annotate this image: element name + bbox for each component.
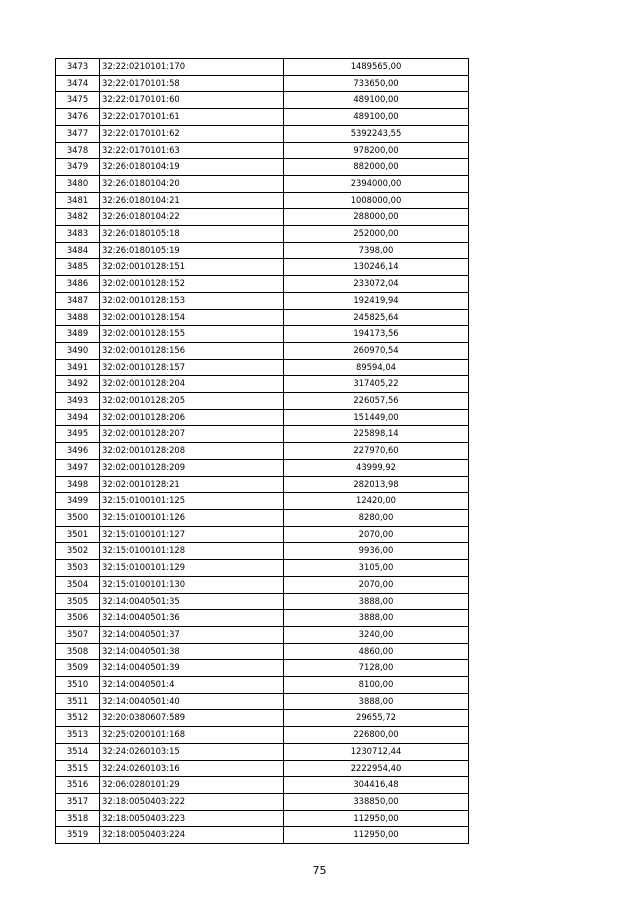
value-cell: 151449,00 [284, 409, 469, 426]
value-cell: 2070,00 [284, 526, 469, 543]
row-number-cell: 3497 [56, 459, 100, 476]
table-row [56, 593, 469, 610]
row-number-cell: 3511 [56, 693, 100, 710]
row-number-cell: 3488 [56, 309, 100, 326]
table-row [56, 777, 469, 794]
cadastral-number-cell: 32:15:0100101:128 [100, 543, 284, 560]
value-cell: 7128,00 [284, 660, 469, 677]
value-cell: 1230712,44 [284, 743, 469, 760]
table-row [56, 59, 469, 76]
value-cell: 29655,72 [284, 710, 469, 727]
cadastral-number-cell: 32:26:0180105:18 [100, 226, 284, 243]
row-number-cell: 3490 [56, 342, 100, 359]
cadastral-number-cell: 32:26:0180104:21 [100, 192, 284, 209]
value-cell: 1489565,00 [284, 59, 469, 76]
page-number: 75 [312, 864, 327, 877]
row-number-cell: 3476 [56, 109, 100, 126]
cadastral-number-cell: 32:02:0010128:207 [100, 426, 284, 443]
table-row [56, 560, 469, 577]
value-cell: 194173,56 [284, 326, 469, 343]
value-cell: 89594,04 [284, 359, 469, 376]
value-cell: 489100,00 [284, 109, 469, 126]
value-cell: 3240,00 [284, 626, 469, 643]
value-cell: 7398,00 [284, 242, 469, 259]
value-cell: 282013,98 [284, 476, 469, 493]
cadastral-number-cell: 32:24:0260103:16 [100, 760, 284, 777]
table-row [56, 209, 469, 226]
value-cell: 226057,56 [284, 393, 469, 410]
cadastral-number-cell: 32:02:0010128:21 [100, 476, 284, 493]
table-row [56, 242, 469, 259]
table-row [56, 793, 469, 810]
value-cell: 4860,00 [284, 643, 469, 660]
cadastral-number-cell: 32:25:0200101:168 [100, 727, 284, 744]
value-cell: 3888,00 [284, 610, 469, 627]
cadastral-number-cell: 32:14:0040501:38 [100, 643, 284, 660]
value-cell: 304416,48 [284, 777, 469, 794]
cadastral-number-cell: 32:22:0170101:61 [100, 109, 284, 126]
cadastral-number-cell: 32:02:0010128:154 [100, 309, 284, 326]
row-number-cell: 3491 [56, 359, 100, 376]
table-row [56, 693, 469, 710]
cadastral-number-cell: 32:06:0280101:29 [100, 777, 284, 794]
table-row [56, 476, 469, 493]
row-number-cell: 3485 [56, 259, 100, 276]
cadastral-number-cell: 32:02:0010128:209 [100, 459, 284, 476]
table-row [56, 576, 469, 593]
value-cell: 2394000,00 [284, 175, 469, 192]
cadastral-number-cell: 32:18:0050403:224 [100, 827, 284, 844]
table-row [56, 192, 469, 209]
row-number-cell: 3477 [56, 125, 100, 142]
table-row [56, 626, 469, 643]
cadastral-number-cell: 32:26:0180105:19 [100, 242, 284, 259]
cadastral-number-cell: 32:15:0100101:130 [100, 576, 284, 593]
value-cell: 112950,00 [284, 827, 469, 844]
row-number-cell: 3510 [56, 677, 100, 694]
row-number-cell: 3506 [56, 610, 100, 627]
cadastral-number-cell: 32:14:0040501:37 [100, 626, 284, 643]
table-row [56, 443, 469, 460]
cadastral-number-cell: 32:22:0170101:62 [100, 125, 284, 142]
value-cell: 43999,92 [284, 459, 469, 476]
table-row [56, 727, 469, 744]
value-cell: 978200,00 [284, 142, 469, 159]
cadastral-number-cell: 32:02:0010128:208 [100, 443, 284, 460]
row-number-cell: 3486 [56, 276, 100, 293]
value-cell: 227970,60 [284, 443, 469, 460]
cadastral-number-cell: 32:02:0010128:206 [100, 409, 284, 426]
cadastral-number-cell: 32:18:0050403:222 [100, 793, 284, 810]
cadastral-number-cell: 32:14:0040501:40 [100, 693, 284, 710]
row-number-cell: 3519 [56, 827, 100, 844]
cadastral-number-cell: 32:22:0210101:170 [100, 59, 284, 76]
table-row [56, 493, 469, 510]
cadastral-number-cell: 32:20:0380607:589 [100, 710, 284, 727]
table-row [56, 459, 469, 476]
row-number-cell: 3483 [56, 226, 100, 243]
value-cell: 1008000,00 [284, 192, 469, 209]
table-row [56, 75, 469, 92]
value-cell: 317405,22 [284, 376, 469, 393]
cadastral-number-cell: 32:14:0040501:35 [100, 593, 284, 610]
table-row [56, 292, 469, 309]
row-number-cell: 3509 [56, 660, 100, 677]
cadastral-number-cell: 32:02:0010128:204 [100, 376, 284, 393]
cadastral-number-cell: 32:15:0100101:127 [100, 526, 284, 543]
table-row [56, 827, 469, 844]
row-number-cell: 3479 [56, 159, 100, 176]
value-cell: 245825,64 [284, 309, 469, 326]
cadastral-number-cell: 32:02:0010128:157 [100, 359, 284, 376]
table-row [56, 526, 469, 543]
value-cell: 5392243,55 [284, 125, 469, 142]
cadastral-number-cell: 32:14:0040501:36 [100, 610, 284, 627]
row-number-cell: 3496 [56, 443, 100, 460]
table-row [56, 393, 469, 410]
row-number-cell: 3494 [56, 409, 100, 426]
row-number-cell: 3504 [56, 576, 100, 593]
value-cell: 3888,00 [284, 593, 469, 610]
row-number-cell: 3512 [56, 710, 100, 727]
table-row [56, 376, 469, 393]
table-row [56, 810, 469, 827]
row-number-cell: 3514 [56, 743, 100, 760]
cadastral-number-cell: 32:22:0170101:60 [100, 92, 284, 109]
row-number-cell: 3489 [56, 326, 100, 343]
table-row [56, 309, 469, 326]
value-cell: 8100,00 [284, 677, 469, 694]
table-row [56, 760, 469, 777]
value-cell: 225898,14 [284, 426, 469, 443]
table-row [56, 509, 469, 526]
row-number-cell: 3503 [56, 560, 100, 577]
value-cell: 12420,00 [284, 493, 469, 510]
row-number-cell: 3482 [56, 209, 100, 226]
value-cell: 252000,00 [284, 226, 469, 243]
cadastral-number-cell: 32:02:0010128:153 [100, 292, 284, 309]
table-row [56, 125, 469, 142]
row-number-cell: 3501 [56, 526, 100, 543]
row-number-cell: 3499 [56, 493, 100, 510]
table-row [56, 543, 469, 560]
cadastral-number-cell: 32:02:0010128:156 [100, 342, 284, 359]
cadastral-number-cell: 32:22:0170101:58 [100, 75, 284, 92]
row-number-cell: 3495 [56, 426, 100, 443]
table-row [56, 342, 469, 359]
cadastral-number-cell: 32:02:0010128:152 [100, 276, 284, 293]
row-number-cell: 3516 [56, 777, 100, 794]
table-body [56, 59, 469, 844]
value-cell: 338850,00 [284, 793, 469, 810]
row-number-cell: 3487 [56, 292, 100, 309]
row-number-cell: 3508 [56, 643, 100, 660]
value-cell: 233072,04 [284, 276, 469, 293]
cadastral-number-cell: 32:14:0040501:4 [100, 677, 284, 694]
cadastral-number-cell: 32:02:0010128:151 [100, 259, 284, 276]
table-row [56, 276, 469, 293]
table-row [56, 359, 469, 376]
value-cell: 733650,00 [284, 75, 469, 92]
cadastral-number-cell: 32:02:0010128:155 [100, 326, 284, 343]
table-row [56, 643, 469, 660]
row-number-cell: 3498 [56, 476, 100, 493]
row-number-cell: 3500 [56, 509, 100, 526]
table-row [56, 677, 469, 694]
table-row [56, 142, 469, 159]
table-row [56, 109, 469, 126]
cadastral-number-cell: 32:24:0260103:15 [100, 743, 284, 760]
value-cell: 2070,00 [284, 576, 469, 593]
cadastral-number-cell: 32:14:0040501:39 [100, 660, 284, 677]
value-cell: 260970,54 [284, 342, 469, 359]
value-cell: 288000,00 [284, 209, 469, 226]
value-cell: 3888,00 [284, 693, 469, 710]
row-number-cell: 3492 [56, 376, 100, 393]
cadastral-number-cell: 32:15:0100101:125 [100, 493, 284, 510]
table-row [56, 226, 469, 243]
row-number-cell: 3478 [56, 142, 100, 159]
cadastral-number-cell: 32:15:0100101:129 [100, 560, 284, 577]
row-number-cell: 3507 [56, 626, 100, 643]
value-cell: 226800,00 [284, 727, 469, 744]
row-number-cell: 3481 [56, 192, 100, 209]
value-cell: 3105,00 [284, 560, 469, 577]
cadastral-number-cell: 32:22:0170101:63 [100, 142, 284, 159]
table-row [56, 326, 469, 343]
table-row [56, 660, 469, 677]
value-cell: 130246,14 [284, 259, 469, 276]
row-number-cell: 3474 [56, 75, 100, 92]
cadastral-number-cell: 32:26:0180104:22 [100, 209, 284, 226]
cadastral-number-cell: 32:26:0180104:19 [100, 159, 284, 176]
row-number-cell: 3505 [56, 593, 100, 610]
value-cell: 9936,00 [284, 543, 469, 560]
table-row [56, 92, 469, 109]
table-row [56, 175, 469, 192]
table-row [56, 259, 469, 276]
value-cell: 8280,00 [284, 509, 469, 526]
table-row [56, 409, 469, 426]
row-number-cell: 3493 [56, 393, 100, 410]
cadastral-number-cell: 32:02:0010128:205 [100, 393, 284, 410]
row-number-cell: 3515 [56, 760, 100, 777]
value-cell: 192419,94 [284, 292, 469, 309]
row-number-cell: 3513 [56, 727, 100, 744]
cadastral-number-cell: 32:26:0180104:20 [100, 175, 284, 192]
row-number-cell: 3517 [56, 793, 100, 810]
row-number-cell: 3480 [56, 175, 100, 192]
value-cell: 882000,00 [284, 159, 469, 176]
row-number-cell: 3473 [56, 59, 100, 76]
value-cell: 112950,00 [284, 810, 469, 827]
row-number-cell: 3475 [56, 92, 100, 109]
table-row [56, 610, 469, 627]
cadastral-number-cell: 32:18:0050403:223 [100, 810, 284, 827]
value-cell: 489100,00 [284, 92, 469, 109]
table-row [56, 159, 469, 176]
cadastral-number-cell: 32:15:0100101:126 [100, 509, 284, 526]
data-table [55, 58, 469, 844]
row-number-cell: 3502 [56, 543, 100, 560]
row-number-cell: 3518 [56, 810, 100, 827]
row-number-cell: 3484 [56, 242, 100, 259]
value-cell: 2222954,40 [284, 760, 469, 777]
table-row [56, 710, 469, 727]
table-row [56, 426, 469, 443]
table-row [56, 743, 469, 760]
